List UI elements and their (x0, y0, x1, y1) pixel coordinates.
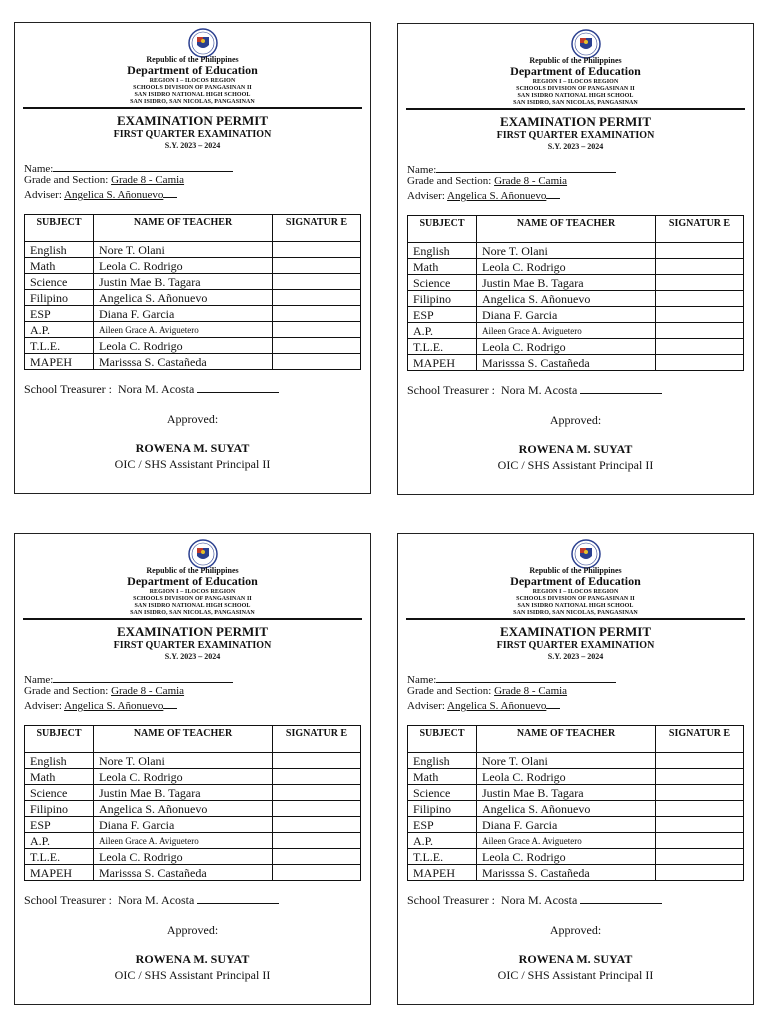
column-header-signature: SIGNATUR E (656, 216, 744, 243)
signature-cell[interactable] (273, 817, 361, 833)
department-name: Department of Education (510, 574, 641, 588)
subject-cell: Filipino (25, 290, 94, 306)
name-label: Name: (407, 164, 437, 176)
teacher-cell: Marisssa S. Castañeda (94, 865, 273, 881)
table-row (408, 849, 744, 865)
address-line: SAN ISIDRO, SAN NICOLAS, PANGASINAN (513, 100, 638, 106)
column-header-teacher: NAME OF TEACHER (94, 215, 273, 242)
subject-cell: A.P. (408, 833, 477, 849)
treasurer-name: Nora M. Acosta (118, 382, 195, 396)
deped-seal-icon (569, 29, 603, 59)
deped-seal-icon (569, 539, 603, 569)
grade-value: Grade 8 - Camia (111, 174, 185, 186)
table-row (408, 355, 744, 371)
table-row (25, 242, 361, 258)
subject-cell: A.P. (25, 833, 94, 849)
subject-cell: T.L.E. (408, 849, 477, 865)
adviser-value: Angelica S. Añonuevo (64, 700, 164, 712)
column-header-subject: SUBJECT (408, 726, 477, 753)
column-header-teacher: NAME OF TEACHER (94, 726, 273, 753)
grade-label: Grade and Section: (24, 174, 109, 186)
signature-cell[interactable] (656, 275, 744, 291)
grade-value: Grade 8 - Camia (494, 685, 568, 697)
subject-cell: English (25, 242, 94, 258)
republic-line: Republic of the Philippines (529, 566, 622, 575)
teacher-cell: Justin Mae B. Tagara (477, 785, 656, 801)
grade-label: Grade and Section: (407, 175, 492, 187)
region-line: REGION I – ILOCOS REGION (532, 79, 619, 85)
table-row (25, 817, 361, 833)
signature-cell[interactable] (656, 291, 744, 307)
permit-card (397, 533, 754, 1005)
signature-cell[interactable] (273, 338, 361, 354)
table-row (25, 801, 361, 817)
republic-line: Republic of the Philippines (146, 566, 239, 575)
subject-cell: Science (25, 274, 94, 290)
adviser-value: Angelica S. Añonuevo (447, 700, 547, 712)
signature-cell[interactable] (656, 259, 744, 275)
division-line: SCHOOLS DIVISION OF PANGASINAN II (133, 596, 252, 602)
adviser-field (24, 698, 177, 712)
principal-name: ROWENA M. SUYAT (135, 952, 250, 966)
subject-table (24, 725, 361, 881)
adviser-blank (546, 188, 560, 199)
teacher-cell: Leola C. Rodrigo (477, 769, 656, 785)
teacher-cell: Aileen Grace A. Aviguetero (94, 833, 273, 849)
division-line: SCHOOLS DIVISION OF PANGASINAN II (133, 85, 252, 91)
subject-cell: Math (408, 259, 477, 275)
adviser-label: Adviser: (24, 700, 62, 712)
treasurer-line (24, 893, 279, 908)
treasurer-label: School Treasurer : (407, 383, 495, 397)
table-row (408, 243, 744, 259)
header-divider (23, 107, 362, 109)
deped-seal-icon (186, 28, 220, 58)
teacher-cell: Leola C. Rodrigo (477, 849, 656, 865)
table-row (25, 322, 361, 338)
republic-line: Republic of the Philippines (146, 55, 239, 64)
teacher-cell: Leola C. Rodrigo (94, 338, 273, 354)
teacher-cell: Diana F. Garcia (477, 817, 656, 833)
table-row (25, 290, 361, 306)
subject-cell: T.L.E. (25, 849, 94, 865)
subject-cell: Math (408, 769, 477, 785)
subject-cell: ESP (408, 307, 477, 323)
subject-cell: Math (25, 769, 94, 785)
signature-cell[interactable] (273, 769, 361, 785)
approved-label: Approved: (166, 412, 219, 426)
school-line: SAN ISIDRO NATIONAL HIGH SCHOOL (134, 603, 251, 609)
grade-value: Grade 8 - Camia (111, 685, 185, 697)
name-field (24, 672, 233, 686)
signature-cell[interactable] (273, 322, 361, 338)
grade-section-field (407, 685, 567, 697)
signature-cell[interactable] (656, 785, 744, 801)
table-row (408, 833, 744, 849)
principal-name: ROWENA M. SUYAT (518, 442, 633, 456)
name-label: Name: (407, 674, 437, 686)
table-row (25, 338, 361, 354)
region-line: REGION I – ILOCOS REGION (149, 589, 236, 595)
signature-cell[interactable] (656, 323, 744, 339)
name-field (407, 672, 616, 686)
signature-cell[interactable] (656, 801, 744, 817)
teacher-cell: Marisssa S. Castañeda (477, 355, 656, 371)
adviser-label: Adviser: (407, 700, 445, 712)
division-line: SCHOOLS DIVISION OF PANGASINAN II (516, 596, 635, 602)
school-year: S.Y. 2023 – 2024 (547, 652, 604, 661)
subject-cell: A.P. (25, 322, 94, 338)
grade-label: Grade and Section: (24, 685, 109, 697)
adviser-value: Angelica S. Añonuevo (64, 189, 164, 201)
treasurer-signature-blank[interactable] (197, 893, 279, 904)
principal-name: ROWENA M. SUYAT (135, 441, 250, 455)
teacher-cell: Diana F. Garcia (477, 307, 656, 323)
table-row (408, 865, 744, 881)
header-divider (23, 618, 362, 620)
address-line: SAN ISIDRO, SAN NICOLAS, PANGASINAN (130, 99, 255, 105)
teacher-cell: Angelica S. Añonuevo (477, 801, 656, 817)
table-header-row (25, 215, 361, 242)
column-header-subject: SUBJECT (25, 726, 94, 753)
subject-cell: MAPEH (25, 354, 94, 370)
teacher-cell: Justin Mae B. Tagara (94, 785, 273, 801)
header-divider (406, 108, 745, 110)
table-row (408, 769, 744, 785)
exam-subtitle: FIRST QUARTER EXAMINATION (113, 640, 272, 651)
table-row (25, 354, 361, 370)
school-line: SAN ISIDRO NATIONAL HIGH SCHOOL (517, 93, 634, 99)
column-header-signature: SIGNATUR E (273, 726, 361, 753)
signature-cell[interactable] (656, 753, 744, 769)
teacher-cell: Diana F. Garcia (94, 306, 273, 322)
teacher-cell: Marisssa S. Castañeda (477, 865, 656, 881)
grade-section-field (24, 174, 184, 186)
table-row (25, 833, 361, 849)
permit-title: EXAMINATION PERMIT (116, 113, 269, 128)
table-row (25, 769, 361, 785)
table-row (408, 307, 744, 323)
school-year: S.Y. 2023 – 2024 (547, 142, 604, 151)
teacher-cell: Nore T. Olani (94, 242, 273, 258)
department-name: Department of Education (127, 574, 258, 588)
subject-table (407, 725, 744, 881)
adviser-label: Adviser: (24, 189, 62, 201)
table-row (25, 306, 361, 322)
signature-cell[interactable] (273, 865, 361, 881)
department-name: Department of Education (510, 64, 641, 78)
column-header-subject: SUBJECT (408, 216, 477, 243)
signature-cell[interactable] (656, 865, 744, 881)
subject-cell: Science (408, 275, 477, 291)
column-header-teacher: NAME OF TEACHER (477, 216, 656, 243)
name-blank[interactable] (436, 162, 616, 173)
name-blank[interactable] (436, 672, 616, 683)
name-label: Name: (24, 674, 54, 686)
signature-cell[interactable] (273, 785, 361, 801)
address-line: SAN ISIDRO, SAN NICOLAS, PANGASINAN (513, 610, 638, 616)
treasurer-line (24, 382, 279, 397)
permit-title: EXAMINATION PERMIT (499, 114, 652, 129)
subject-cell: English (408, 243, 477, 259)
table-row (408, 323, 744, 339)
school-line: SAN ISIDRO NATIONAL HIGH SCHOOL (134, 92, 251, 98)
column-header-subject: SUBJECT (25, 215, 94, 242)
grade-section-field (24, 685, 184, 697)
subject-cell: T.L.E. (25, 338, 94, 354)
adviser-field (24, 187, 177, 201)
name-field (24, 161, 233, 175)
treasurer-signature-blank[interactable] (580, 383, 662, 394)
treasurer-name: Nora M. Acosta (118, 893, 195, 907)
permit-card (14, 22, 371, 494)
subject-cell: A.P. (408, 323, 477, 339)
adviser-label: Adviser: (407, 190, 445, 202)
approved-label: Approved: (166, 923, 219, 937)
table-header-row (25, 726, 361, 753)
grade-label: Grade and Section: (407, 685, 492, 697)
table-row (408, 753, 744, 769)
signature-cell[interactable] (273, 833, 361, 849)
teacher-cell: Marisssa S. Castañeda (94, 354, 273, 370)
signature-cell[interactable] (656, 355, 744, 371)
subject-cell: MAPEH (408, 355, 477, 371)
teacher-cell: Aileen Grace A. Aviguetero (477, 833, 656, 849)
teacher-cell: Leola C. Rodrigo (477, 259, 656, 275)
principal-title: OIC / SHS Assistant Principal II (497, 968, 654, 982)
treasurer-line (407, 383, 662, 398)
name-field (407, 162, 616, 176)
subject-cell: English (25, 753, 94, 769)
subject-cell: English (408, 753, 477, 769)
approved-label: Approved: (549, 923, 602, 937)
teacher-cell: Aileen Grace A. Aviguetero (94, 322, 273, 338)
signature-cell[interactable] (273, 290, 361, 306)
treasurer-signature-blank[interactable] (197, 382, 279, 393)
permit-card (14, 533, 371, 1005)
signature-cell[interactable] (656, 307, 744, 323)
table-row (408, 785, 744, 801)
adviser-blank (163, 698, 177, 709)
signature-cell[interactable] (273, 274, 361, 290)
address-line: SAN ISIDRO, SAN NICOLAS, PANGASINAN (130, 610, 255, 616)
teacher-cell: Leola C. Rodrigo (94, 769, 273, 785)
region-line: REGION I – ILOCOS REGION (532, 589, 619, 595)
treasurer-signature-blank[interactable] (580, 893, 662, 904)
subject-cell: Math (25, 258, 94, 274)
principal-name: ROWENA M. SUYAT (518, 952, 633, 966)
table-header-row (408, 726, 744, 753)
region-line: REGION I – ILOCOS REGION (149, 78, 236, 84)
subject-cell: ESP (25, 306, 94, 322)
table-row (25, 274, 361, 290)
table-row (408, 291, 744, 307)
principal-title: OIC / SHS Assistant Principal II (114, 457, 271, 471)
subject-cell: MAPEH (25, 865, 94, 881)
treasurer-line (407, 893, 662, 908)
teacher-cell: Nore T. Olani (94, 753, 273, 769)
table-row (408, 339, 744, 355)
permit-card (397, 23, 754, 495)
signature-cell[interactable] (273, 354, 361, 370)
adviser-field (407, 698, 560, 712)
teacher-cell: Leola C. Rodrigo (94, 258, 273, 274)
permit-title: EXAMINATION PERMIT (499, 624, 652, 639)
subject-cell: MAPEH (408, 865, 477, 881)
signature-cell[interactable] (273, 258, 361, 274)
subject-cell: Filipino (408, 801, 477, 817)
teacher-cell: Angelica S. Añonuevo (477, 291, 656, 307)
teacher-cell: Nore T. Olani (477, 243, 656, 259)
name-blank[interactable] (53, 672, 233, 683)
subject-cell: Science (408, 785, 477, 801)
signature-cell[interactable] (273, 242, 361, 258)
subject-table (24, 214, 361, 370)
subject-cell: ESP (25, 817, 94, 833)
signature-cell[interactable] (656, 339, 744, 355)
adviser-field (407, 188, 560, 202)
principal-title: OIC / SHS Assistant Principal II (497, 458, 654, 472)
approved-label: Approved: (549, 413, 602, 427)
table-row (408, 801, 744, 817)
table-row (25, 785, 361, 801)
column-header-signature: SIGNATUR E (656, 726, 744, 753)
subject-cell: ESP (408, 817, 477, 833)
table-row (25, 865, 361, 881)
signature-cell[interactable] (273, 306, 361, 322)
grade-value: Grade 8 - Camia (494, 175, 568, 187)
signature-cell[interactable] (656, 817, 744, 833)
name-label: Name: (24, 163, 54, 175)
treasurer-label: School Treasurer : (24, 893, 112, 907)
teacher-cell: Aileen Grace A. Aviguetero (477, 323, 656, 339)
exam-subtitle: FIRST QUARTER EXAMINATION (496, 130, 655, 141)
deped-seal-icon (186, 539, 220, 569)
column-header-signature: SIGNATUR E (273, 215, 361, 242)
name-blank[interactable] (53, 161, 233, 172)
table-header-row (408, 216, 744, 243)
school-line: SAN ISIDRO NATIONAL HIGH SCHOOL (517, 603, 634, 609)
table-row (408, 259, 744, 275)
division-line: SCHOOLS DIVISION OF PANGASINAN II (516, 86, 635, 92)
signature-cell[interactable] (656, 849, 744, 865)
treasurer-name: Nora M. Acosta (501, 383, 578, 397)
adviser-value: Angelica S. Añonuevo (447, 190, 547, 202)
permit-title: EXAMINATION PERMIT (116, 624, 269, 639)
column-header-teacher: NAME OF TEACHER (477, 726, 656, 753)
subject-cell: Science (25, 785, 94, 801)
subject-cell: Filipino (25, 801, 94, 817)
subject-table (407, 215, 744, 371)
teacher-cell: Angelica S. Añonuevo (94, 801, 273, 817)
exam-subtitle: FIRST QUARTER EXAMINATION (496, 640, 655, 651)
school-year: S.Y. 2023 – 2024 (164, 652, 221, 661)
grade-section-field (407, 175, 567, 187)
treasurer-name: Nora M. Acosta (501, 893, 578, 907)
signature-cell[interactable] (656, 769, 744, 785)
teacher-cell: Diana F. Garcia (94, 817, 273, 833)
header-divider (406, 618, 745, 620)
teacher-cell: Justin Mae B. Tagara (94, 274, 273, 290)
teacher-cell: Justin Mae B. Tagara (477, 275, 656, 291)
teacher-cell: Leola C. Rodrigo (94, 849, 273, 865)
school-year: S.Y. 2023 – 2024 (164, 141, 221, 150)
signature-cell[interactable] (656, 833, 744, 849)
department-name: Department of Education (127, 63, 258, 77)
republic-line: Republic of the Philippines (529, 56, 622, 65)
table-row (25, 753, 361, 769)
adviser-blank (546, 698, 560, 709)
table-row (408, 817, 744, 833)
principal-title: OIC / SHS Assistant Principal II (114, 968, 271, 982)
subject-cell: T.L.E. (408, 339, 477, 355)
subject-cell: Filipino (408, 291, 477, 307)
signature-cell[interactable] (656, 243, 744, 259)
teacher-cell: Leola C. Rodrigo (477, 339, 656, 355)
table-row (25, 258, 361, 274)
treasurer-label: School Treasurer : (24, 382, 112, 396)
signature-cell[interactable] (273, 849, 361, 865)
signature-cell[interactable] (273, 753, 361, 769)
adviser-blank (163, 187, 177, 198)
teacher-cell: Nore T. Olani (477, 753, 656, 769)
teacher-cell: Angelica S. Añonuevo (94, 290, 273, 306)
table-row (25, 849, 361, 865)
exam-subtitle: FIRST QUARTER EXAMINATION (113, 129, 272, 140)
signature-cell[interactable] (273, 801, 361, 817)
table-row (408, 275, 744, 291)
treasurer-label: School Treasurer : (407, 893, 495, 907)
